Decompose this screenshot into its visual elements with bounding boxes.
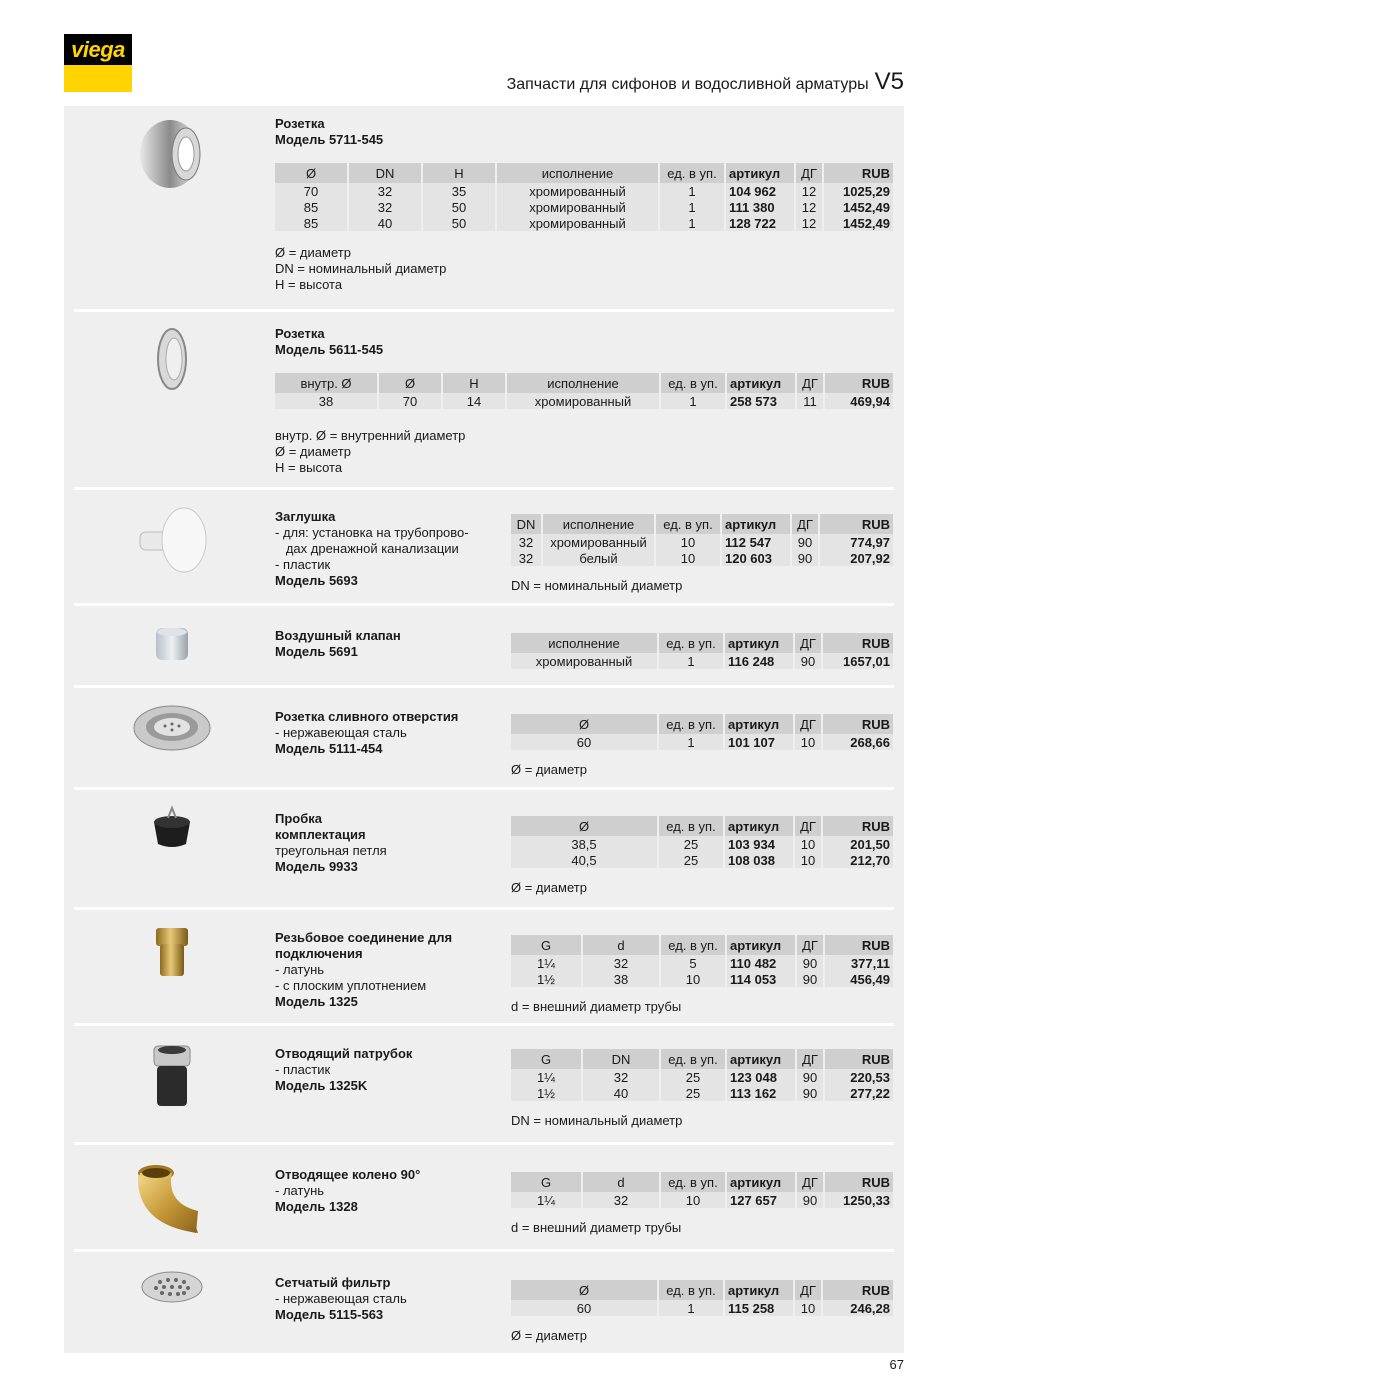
table-cell: 32: [582, 1069, 660, 1085]
text-line: Ø = диаметр: [275, 444, 351, 459]
table-cell: 127 657: [726, 1192, 796, 1208]
table-cell: 1: [660, 393, 726, 409]
table-cell: 32: [582, 955, 660, 971]
table-row: [275, 393, 893, 409]
table-cell: 774,97: [819, 534, 893, 550]
text-line: - латунь: [275, 962, 325, 977]
outlet-pipe-image: [150, 1044, 194, 1108]
text-line: - для: установка на трубопрово-: [275, 525, 469, 540]
table-cell: 85: [275, 199, 348, 215]
table-row: [275, 183, 893, 199]
product-model: Модель 5611-545: [275, 342, 384, 357]
product-spec-table: [511, 714, 893, 750]
page-header: [400, 68, 904, 96]
table-row: [511, 734, 893, 750]
table-cell: 10: [655, 534, 721, 550]
table-cell: 32: [348, 183, 422, 199]
table-row: [511, 534, 893, 550]
product-model: Модель 5111-454: [275, 741, 383, 756]
product-notes: [511, 1328, 587, 1344]
product-title: Розетка: [275, 326, 325, 341]
table-cell: 1: [658, 734, 724, 750]
product-notes: [511, 999, 681, 1015]
table-cell: 10: [655, 550, 721, 566]
table-header-cell: артикул: [724, 714, 794, 734]
table-cell: 85: [275, 215, 348, 231]
text-line: H = высота: [275, 460, 343, 475]
table-row: [511, 1300, 893, 1316]
product-title: Розетка сливного отверстия: [275, 709, 459, 724]
table-cell: 10: [794, 836, 822, 852]
product-model: Модель 5115-563: [275, 1307, 384, 1322]
table-header-cell: ед. в уп.: [660, 935, 726, 955]
product-title: Отводящий патрубок: [275, 1046, 413, 1061]
page-title: Запчасти для сифонов и водосливной арматуры: [506, 76, 869, 93]
text-line: треугольная петля: [275, 843, 387, 858]
table-cell: 10: [660, 1192, 726, 1208]
table-cell: 10: [794, 852, 822, 868]
table-cell: 70: [378, 393, 442, 409]
table-header-cell: исполнение: [542, 514, 655, 534]
table-cell: 50: [422, 199, 496, 215]
table-header-cell: артикул: [726, 1172, 796, 1192]
strainer-image: [140, 1270, 204, 1304]
product-notes: [511, 880, 587, 896]
text-line: - пластик: [275, 557, 331, 572]
text-line: - латунь: [275, 1183, 325, 1198]
table-header-cell: Ø: [275, 163, 348, 183]
product-spec-table: [511, 1049, 893, 1101]
table-cell: 114 053: [726, 971, 796, 987]
table-cell: 40,5: [511, 852, 658, 868]
table-header-cell: DN: [511, 514, 542, 534]
product-block-5711-545: [64, 106, 904, 312]
table-cell: 456,49: [824, 971, 893, 987]
table-cell: 469,94: [824, 393, 893, 409]
table-cell: 90: [796, 1069, 824, 1085]
table-header-cell: артикул: [725, 163, 795, 183]
text-line: d = внешний диаметр трубы: [511, 999, 682, 1014]
table-cell: 1¼: [511, 955, 582, 971]
page-number: 67: [889, 1357, 904, 1372]
table-header-cell: ДГ: [796, 1049, 824, 1069]
table-cell: 5: [660, 955, 726, 971]
table-cell: хромированный: [511, 653, 658, 669]
table-header-cell: G: [511, 935, 582, 955]
table-cell: 11: [796, 393, 824, 409]
table-row: [511, 836, 893, 852]
table-cell: 1: [658, 1300, 724, 1316]
table-row: [511, 955, 893, 971]
product-notes: [511, 578, 682, 594]
table-header-cell: ед. в уп.: [660, 1172, 726, 1192]
table-cell: 277,22: [824, 1085, 893, 1101]
product-spec-table: [511, 633, 893, 669]
product-model: Модель 5693: [275, 573, 358, 588]
table-header-cell: ДГ: [791, 514, 819, 534]
product-spec-table: [511, 514, 893, 566]
table-cell: 104 962: [725, 183, 795, 199]
table-cell: хромированный: [542, 534, 655, 550]
table-header-cell: артикул: [721, 514, 791, 534]
table-header-cell: исполнение: [496, 163, 659, 183]
text-line: - пластик: [275, 1062, 331, 1077]
table-cell: 113 162: [726, 1085, 796, 1101]
table-cell: 1½: [511, 971, 582, 987]
section-code: V5: [874, 68, 904, 95]
product-notes: [511, 762, 587, 778]
text-line: внутр. Ø = внутренний диаметр: [275, 428, 466, 443]
table-row: [275, 215, 893, 231]
table-header-cell: ДГ: [796, 1172, 824, 1192]
table-cell: хромированный: [496, 215, 659, 231]
table-cell: 32: [511, 534, 542, 550]
table-row: [511, 1085, 893, 1101]
table-cell: 201,50: [822, 836, 893, 852]
table-header-cell: ед. в уп.: [658, 714, 724, 734]
escutcheon-image: [138, 116, 208, 190]
table-header-cell: артикул: [724, 633, 794, 653]
product-title: Резьбовое соединение для: [275, 930, 453, 945]
product-block-5111-454: [64, 688, 904, 788]
table-cell: 32: [582, 1192, 660, 1208]
table-cell: 90: [794, 653, 822, 669]
table-row: [511, 1192, 893, 1208]
table-cell: 38,5: [511, 836, 658, 852]
table-cell: 32: [348, 199, 422, 215]
table-cell: 25: [660, 1085, 726, 1101]
table-cell: 38: [275, 393, 378, 409]
product-block-5115-563: [64, 1252, 904, 1353]
table-header-cell: артикул: [726, 935, 796, 955]
text-line: H = высота: [275, 277, 343, 292]
table-cell: 1657,01: [822, 653, 893, 669]
table-header-cell: ед. в уп.: [658, 1280, 724, 1300]
catalog-panel: [64, 106, 904, 1353]
table-header-cell: исполнение: [511, 633, 658, 653]
table-header-cell: DN: [348, 163, 422, 183]
product-block-1325: [64, 910, 904, 1026]
product-spec-table: [511, 935, 893, 987]
table-cell: 1: [659, 215, 725, 231]
table-header-cell: артикул: [724, 1280, 794, 1300]
table-cell: 110 482: [726, 955, 796, 971]
table-header-cell: RUB: [822, 714, 893, 734]
table-cell: 90: [791, 534, 819, 550]
product-notes: [275, 245, 446, 293]
table-header-cell: Ø: [378, 373, 442, 393]
table-cell: 1¼: [511, 1192, 582, 1208]
table-cell: 10: [794, 1300, 822, 1316]
table-header-cell: ДГ: [796, 935, 824, 955]
table-header-cell: Ø: [511, 714, 658, 734]
text-line: - нержавеющая сталь: [275, 725, 407, 740]
table-cell: 12: [795, 183, 823, 199]
table-header-cell: RUB: [824, 1049, 893, 1069]
text-line: - с плоским уплотнением: [275, 978, 427, 993]
table-cell: 10: [660, 971, 726, 987]
brass-elbow-image: [136, 1161, 208, 1233]
table-header-cell: RUB: [823, 163, 893, 183]
table-cell: 90: [796, 971, 824, 987]
table-cell: 123 048: [726, 1069, 796, 1085]
text-line: Ø = диаметр: [511, 1328, 587, 1343]
product-model: Модель 5691: [275, 644, 358, 659]
table-header-cell: внутр. Ø: [275, 373, 378, 393]
table-header-cell: Ø: [511, 1280, 658, 1300]
table-cell: 377,11: [824, 955, 893, 971]
text-line: Ø = диаметр: [275, 245, 351, 260]
table-cell: 258 573: [726, 393, 796, 409]
table-header-cell: RUB: [824, 935, 893, 955]
table-header-cell: RUB: [824, 1172, 893, 1192]
table-header-cell: RUB: [824, 373, 893, 393]
table-cell: 1250,33: [824, 1192, 893, 1208]
air-valve-image: [154, 624, 190, 664]
product-block-1325k: [64, 1026, 904, 1144]
table-cell: 101 107: [724, 734, 794, 750]
product-model: Модель 9933: [275, 859, 358, 874]
drain-escutcheon-image: [132, 702, 212, 752]
table-cell: 1¼: [511, 1069, 582, 1085]
table-cell: 268,66: [822, 734, 893, 750]
product-block-9933: [64, 790, 904, 908]
table-cell: 32: [511, 550, 542, 566]
table-header-cell: ед. в уп.: [660, 373, 726, 393]
table-cell: 116 248: [724, 653, 794, 669]
table-cell: 60: [511, 1300, 658, 1316]
product-spec-table: [511, 1172, 893, 1208]
table-cell: 115 258: [724, 1300, 794, 1316]
table-cell: 10: [794, 734, 822, 750]
table-header-cell: ДГ: [794, 633, 822, 653]
table-cell: 1: [659, 183, 725, 199]
table-header-cell: ДГ: [795, 163, 823, 183]
product-spec-table: [511, 1280, 893, 1316]
table-header-cell: ДГ: [794, 714, 822, 734]
product-model: Модель 1328: [275, 1199, 358, 1214]
table-header-cell: исполнение: [506, 373, 660, 393]
table-row: [511, 550, 893, 566]
table-cell: 40: [348, 215, 422, 231]
table-cell: 35: [422, 183, 496, 199]
product-title: Воздушный клапан: [275, 628, 401, 643]
table-header-cell: артикул: [726, 373, 796, 393]
product-model: Модель 1325: [275, 994, 358, 1009]
table-cell: 40: [582, 1085, 660, 1101]
table-header-cell: ед. в уп.: [659, 163, 725, 183]
table-cell: 12: [795, 199, 823, 215]
table-cell: 128 722: [725, 215, 795, 231]
product-model: Модель 1325K: [275, 1078, 368, 1093]
table-cell: 14: [442, 393, 506, 409]
table-cell: 12: [795, 215, 823, 231]
escutcheon-ring-image: [152, 326, 192, 392]
table-cell: 212,70: [822, 852, 893, 868]
product-block-5693: [64, 490, 904, 606]
text-line: Ø = диаметр: [511, 762, 587, 777]
table-cell: 90: [796, 1192, 824, 1208]
table-header-cell: RUB: [822, 1280, 893, 1300]
table-cell: 1: [658, 653, 724, 669]
table-cell: 90: [791, 550, 819, 566]
logo-text: viega: [64, 34, 132, 65]
table-cell: 220,53: [824, 1069, 893, 1085]
text-line: DN = номинальный диаметр: [511, 1113, 683, 1128]
table-cell: 25: [660, 1069, 726, 1085]
table-header-cell: Ø: [511, 816, 658, 836]
table-cell: 38: [582, 971, 660, 987]
table-cell: 112 547: [721, 534, 791, 550]
table-cell: хромированный: [496, 199, 659, 215]
table-row: [275, 199, 893, 215]
product-title: Отводящее колено 90°: [275, 1167, 421, 1182]
text-line: комплектация: [275, 827, 366, 842]
product-notes: [275, 428, 465, 476]
table-row: [511, 653, 893, 669]
product-title: Пробка: [275, 811, 322, 826]
product-block-5611-545: [64, 312, 904, 490]
table-row: [511, 852, 893, 868]
text-line: подключения: [275, 946, 363, 961]
text-line: d = внешний диаметр трубы: [511, 1220, 682, 1235]
cap-plug-image: [136, 504, 210, 578]
table-cell: 1½: [511, 1085, 582, 1101]
table-cell: 103 934: [724, 836, 794, 852]
brass-union-image: [154, 924, 190, 980]
table-cell: 1025,29: [823, 183, 893, 199]
product-spec-table: [275, 373, 893, 409]
table-header-cell: ед. в уп.: [658, 633, 724, 653]
table-header-cell: DN: [582, 1049, 660, 1069]
text-line: DN = номинальный диаметр: [275, 261, 447, 276]
table-cell: 90: [796, 955, 824, 971]
table-cell: 60: [511, 734, 658, 750]
table-header-cell: RUB: [822, 633, 893, 653]
table-cell: 25: [658, 852, 724, 868]
table-cell: 1452,49: [823, 215, 893, 231]
table-header-cell: ДГ: [794, 816, 822, 836]
text-line: дах дренажной канализации: [275, 541, 459, 556]
product-block-1328: [64, 1145, 904, 1251]
text-line: DN = номинальный диаметр: [511, 578, 683, 593]
table-cell: хромированный: [506, 393, 660, 409]
table-header-cell: H: [422, 163, 496, 183]
product-title: Розетка: [275, 116, 325, 131]
table-cell: 50: [422, 215, 496, 231]
table-cell: хромированный: [496, 183, 659, 199]
table-header-cell: RUB: [819, 514, 893, 534]
table-cell: 120 603: [721, 550, 791, 566]
table-header-cell: ед. в уп.: [655, 514, 721, 534]
table-header-cell: ед. в уп.: [658, 816, 724, 836]
product-model: Модель 5711-545: [275, 132, 384, 147]
table-cell: 1: [659, 199, 725, 215]
text-line: - нержавеющая сталь: [275, 1291, 407, 1306]
table-header-cell: RUB: [822, 816, 893, 836]
rubber-plug-image: [146, 804, 198, 852]
table-header-cell: d: [582, 935, 660, 955]
product-spec-table: [275, 163, 893, 231]
table-cell: 111 380: [725, 199, 795, 215]
product-block-5691: [64, 606, 904, 688]
table-header-cell: G: [511, 1049, 582, 1069]
table-row: [511, 971, 893, 987]
table-cell: 108 038: [724, 852, 794, 868]
table-cell: 25: [658, 836, 724, 852]
product-notes: [511, 1113, 682, 1129]
table-cell: 246,28: [822, 1300, 893, 1316]
table-header-cell: G: [511, 1172, 582, 1192]
product-title: Заглушка: [275, 509, 336, 524]
table-header-cell: ДГ: [796, 373, 824, 393]
table-header-cell: ДГ: [794, 1280, 822, 1300]
viega-logo: [64, 34, 132, 92]
table-header-cell: d: [582, 1172, 660, 1192]
table-header-cell: артикул: [724, 816, 794, 836]
table-cell: 207,92: [819, 550, 893, 566]
table-cell: белый: [542, 550, 655, 566]
table-cell: 90: [796, 1085, 824, 1101]
product-spec-table: [511, 816, 893, 868]
product-title: Сетчатый фильтр: [275, 1275, 391, 1290]
text-line: Ø = диаметр: [511, 880, 587, 895]
table-header-cell: артикул: [726, 1049, 796, 1069]
table-cell: 70: [275, 183, 348, 199]
table-row: [511, 1069, 893, 1085]
product-notes: [511, 1220, 681, 1236]
table-cell: 1452,49: [823, 199, 893, 215]
table-header-cell: ед. в уп.: [660, 1049, 726, 1069]
table-header-cell: H: [442, 373, 506, 393]
